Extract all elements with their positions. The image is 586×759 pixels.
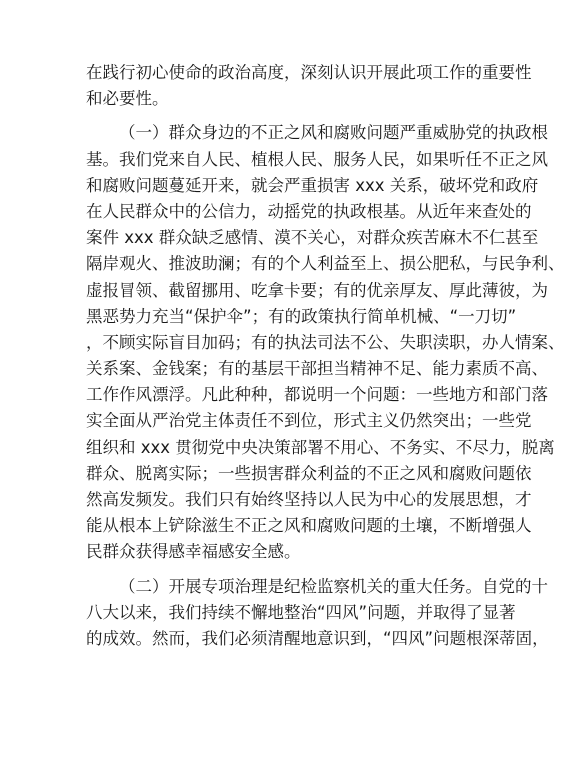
- text-line: 然高发频发。我们只有始终坚持以人民为中心的发展思想，才: [86, 490, 532, 509]
- text-line: 在人民群众中的公信力，动摇党的执政根基。从近年来查处的: [86, 201, 532, 221]
- text-line: 组织和 xxx 贯彻党中央决策部署不用心、不务实、不尽力，脱离: [86, 437, 555, 457]
- text-line: 虚报冒领、截留挪用、吃拿卡要；有的优亲厚友、厚此薄彼，为: [86, 280, 548, 300]
- text-line: （一）群众身边的不正之风和腐败问题严重威胁党的执政根: [119, 123, 548, 143]
- text-line: 基。我们党来自人民、植根人民、服务人民，如果听任不正之风: [86, 149, 548, 169]
- text-line: 黑恶势力充当“保护伞”；有的政策执行简单机械、“一刀切”: [86, 306, 517, 326]
- text-line: 案件 xxx 群众缺乏感情、漠不关心，对群众疾苦麻木不仁甚至: [86, 228, 539, 248]
- text-line: 实全面从严治党主体责任不到位，形式主义仍然突出；一些党: [86, 411, 532, 431]
- paragraph-gap: [86, 112, 504, 120]
- text-line: 八大以来，我们持续不懈地整治“四风”问题，并取得了显著: [86, 602, 516, 622]
- text-line: 工作作风漂浮。凡此种种，都说明一个问题：一些地方和部门落: [86, 385, 548, 405]
- text-line: 群众、脱离实际；一些损害群众利益的不正之风和腐败问题依: [86, 463, 532, 483]
- text-line: 关系案、金钱案；有的基层干部担当精神不足、能力素质不高、: [86, 359, 548, 379]
- text-line: 民群众获得感幸福感安全感。: [86, 542, 301, 562]
- paragraph: [86, 574, 549, 653]
- paragraph: [86, 60, 532, 112]
- paragraph: [86, 120, 565, 565]
- document-body: [86, 60, 565, 652]
- text-line: 在践行初心使命的政治高度，深刻认识开展此项工作的重要性: [86, 63, 532, 82]
- text-line: （二）开展专项治理是纪检监察机关的重大任务。自党的十: [119, 576, 548, 596]
- paragraph-gap: [86, 566, 504, 574]
- text-line: ，不顾实际盲目加码；有的执法司法不公、失职渎职，办人情案、: [86, 332, 565, 352]
- text-line: 的成效。然而，我们必须清醒地意识到，“四风”问题根深蒂固，: [86, 628, 549, 648]
- text-line: 隔岸观火、推波助澜；有的个人利益至上、损公肥私，与民争利、: [86, 254, 565, 274]
- text-line: 和必要性。: [86, 89, 169, 109]
- text-line: 能从根本上铲除滋生不正之风和腐败问题的土壤，不断增强人: [86, 516, 532, 536]
- text-line: 和腐败问题蔓延开来，就会严重损害 xxx 关系，破坏党和政府: [86, 175, 539, 195]
